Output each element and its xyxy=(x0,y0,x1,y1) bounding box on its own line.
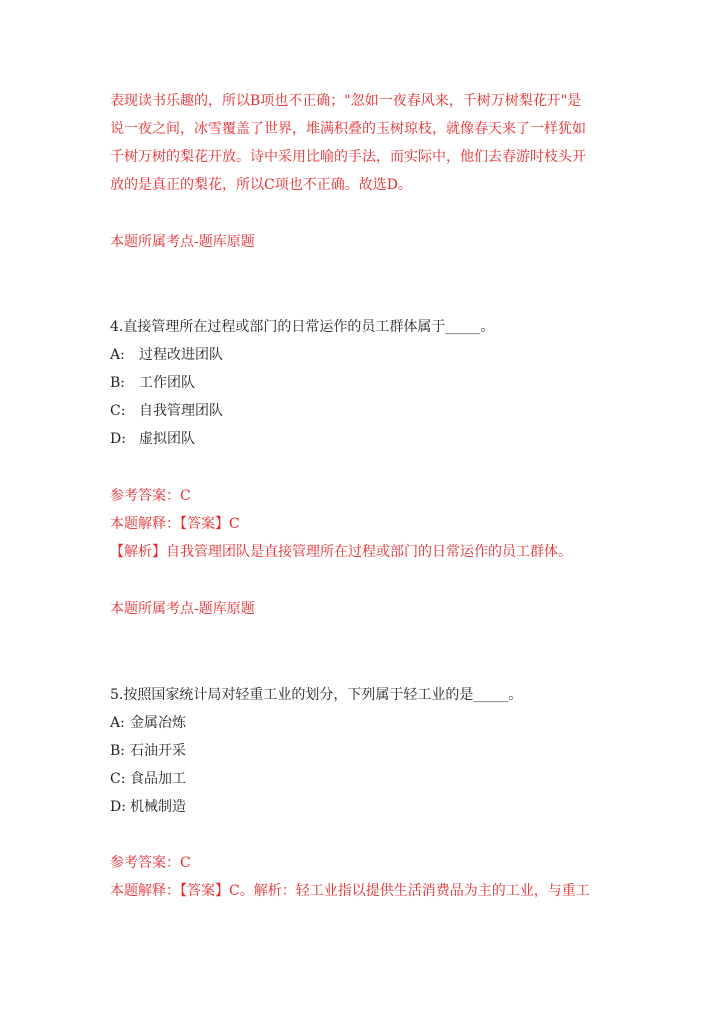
prev-explanation-line-1: 表现读书乐趣的，所以B项也不正确；"忽如一夜春风来，千树万树梨花开"是 xyxy=(110,93,582,109)
q5-question: 5.按照国家统计局对轻重工业的划分，下列属于轻工业的是_____。 xyxy=(110,687,523,703)
q4-explanation-head: 本题解释：【答案】C xyxy=(110,516,240,532)
q5-answer: 参考答案：C xyxy=(110,855,191,871)
q5-option-a xyxy=(110,713,186,733)
option-text: 工作团队 xyxy=(139,375,195,391)
q5-explanation: 本题解释：【答案】C。解析：轻工业指以提供生活消费品为主的工业，与重工 xyxy=(110,883,590,899)
prev-explanation-line-4: 放的是真正的梨花，所以C项也不正确。故选D。 xyxy=(110,177,412,193)
option-text: 石油开采 xyxy=(130,743,186,759)
q4-source-note: 本题所属考点-题库原题 xyxy=(110,601,255,617)
option-key: B: xyxy=(110,743,126,759)
option-text: 虚拟团队 xyxy=(139,431,195,447)
prev-source-note: 本题所属考点-题库原题 xyxy=(110,234,255,250)
q4-answer: 参考答案：C xyxy=(110,488,191,504)
q4-question: 4.直接管理所在过程或部门的日常运作的员工群体属于_____。 xyxy=(110,319,495,335)
option-text: 机械制造 xyxy=(130,799,186,815)
option-key: D: xyxy=(110,799,126,815)
q4-option-b xyxy=(110,373,195,393)
option-text: 金属冶炼 xyxy=(130,715,186,731)
option-key: A: xyxy=(110,715,125,731)
q5-option-c xyxy=(110,769,186,789)
q5-option-d xyxy=(110,797,186,817)
prev-explanation-line-2: 说一夜之间，冰雪覆盖了世界，堆满积叠的玉树琼枝，就像春天来了一样犹如 xyxy=(110,121,586,137)
q4-explanation-body: 【解析】自我管理团队是直接管理所在过程或部门的日常运作的员工群体。 xyxy=(110,544,572,560)
option-key: B: xyxy=(110,375,126,391)
q4-option-a xyxy=(110,345,223,365)
option-key: D: xyxy=(110,431,126,447)
option-key: C: xyxy=(110,771,126,787)
q4-option-c xyxy=(110,401,223,421)
q4-option-d xyxy=(110,429,195,449)
q5-option-b xyxy=(110,741,186,761)
option-text: 过程改进团队 xyxy=(139,347,223,363)
option-key: C: xyxy=(110,403,126,419)
option-key: A: xyxy=(110,347,125,363)
option-text: 自我管理团队 xyxy=(139,403,223,419)
option-text: 食品加工 xyxy=(130,771,186,787)
prev-explanation-line-3: 千树万树的梨花开放。诗中采用比喻的手法，而实际中，他们去春游时枝头开 xyxy=(110,149,586,165)
